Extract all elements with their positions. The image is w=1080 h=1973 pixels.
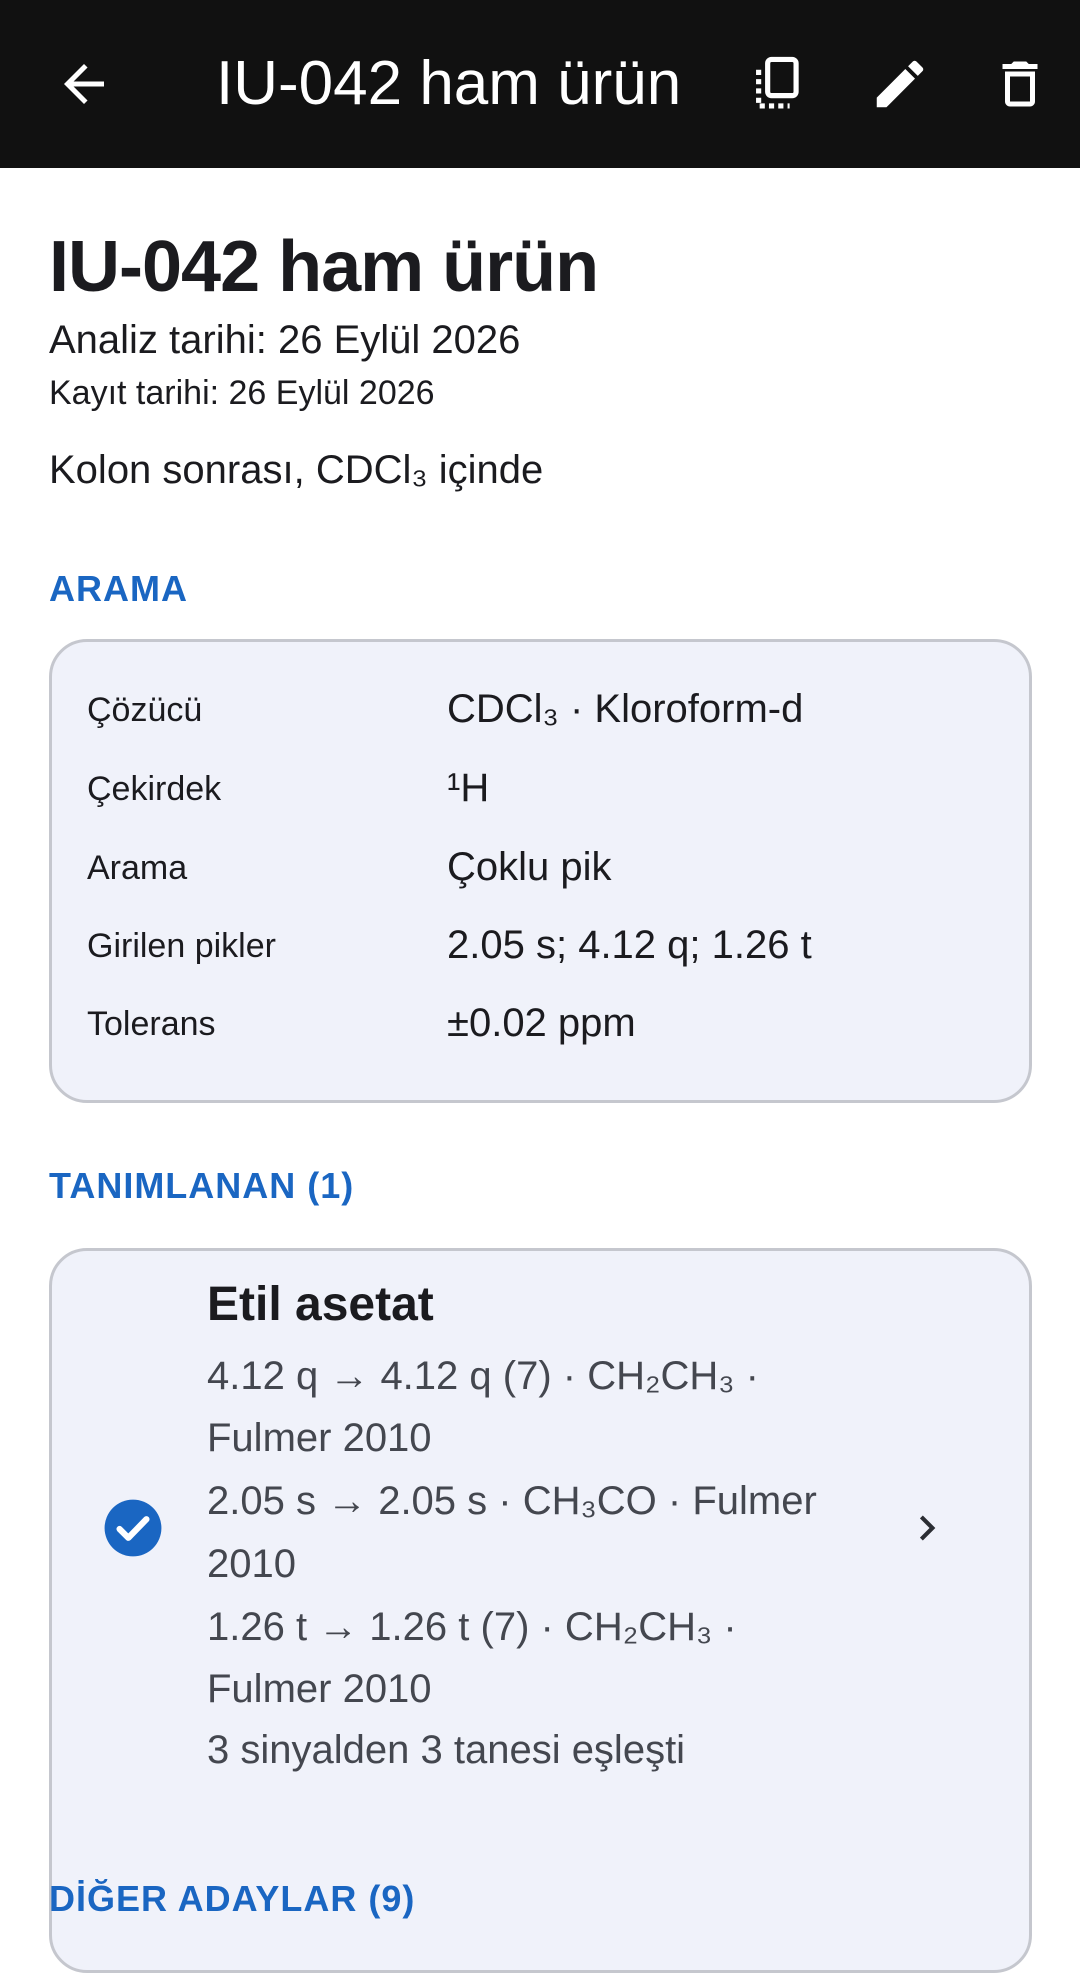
app-bar-title: IU-042 ham ürün — [216, 49, 682, 118]
param-row-search-type — [87, 845, 987, 905]
param-key: Arama — [87, 849, 188, 887]
param-row-solvent — [87, 687, 987, 747]
match-line: 2010 — [207, 1542, 296, 1586]
param-row-tolerance — [87, 1001, 987, 1061]
param-value: 2.05 s; 4.12 q; 1.26 t — [447, 923, 812, 967]
param-key: Tolerans — [87, 1005, 216, 1043]
app-bar — [0, 0, 1080, 168]
section-label-identified: TANIMLANAN (1) — [49, 1165, 355, 1206]
identified-result-card[interactable] — [49, 1248, 1032, 1973]
match-line: 4.12 q → 4.12 q (7) · CH₂CH₃ · — [207, 1354, 759, 1398]
match-line: 1.26 t → 1.26 t (7) · CH₂CH₃ · — [207, 1605, 737, 1649]
chevron-right-icon[interactable] — [902, 1503, 952, 1553]
param-row-peaks — [87, 923, 987, 983]
section-label-search: ARAMA — [49, 568, 188, 609]
edit-icon — [869, 53, 931, 115]
param-key: Çekirdek — [87, 770, 222, 808]
arrow-back-icon — [54, 54, 114, 114]
param-value: ¹H — [447, 766, 490, 810]
param-value: ±0.02 ppm — [447, 1001, 636, 1045]
delete-icon — [990, 54, 1050, 114]
match-summary: 3 sinyalden 3 tanesi eşleşti — [207, 1728, 686, 1772]
match-line: 2.05 s → 2.05 s · CH₃CO · Fulmer — [207, 1479, 817, 1523]
back-button[interactable] — [44, 44, 124, 124]
param-value: Çoklu pik — [447, 845, 612, 889]
compound-name: Etil asetat — [207, 1278, 434, 1331]
match-line: Fulmer 2010 — [207, 1416, 432, 1460]
search-params-card — [49, 639, 1032, 1103]
copy-button[interactable] — [738, 44, 818, 124]
section-label-other-candidates: DİĞER ADAYLAR (9) — [49, 1878, 416, 1919]
delete-button[interactable] — [980, 44, 1060, 124]
sample-note: Kolon sonrası, CDCl₃ içinde — [49, 448, 544, 492]
param-row-nucleus — [87, 766, 987, 826]
analysis-date: Analiz tarihi: 26 Eylül 2026 — [49, 318, 521, 362]
param-key: Girilen pikler — [87, 927, 276, 965]
param-value: CDCl₃ · Kloroform-d — [447, 687, 804, 731]
param-key: Çözücü — [87, 691, 203, 729]
edit-button[interactable] — [860, 44, 940, 124]
record-date: Kayıt tarihi: 26 Eylül 2026 — [49, 374, 435, 412]
match-line: Fulmer 2010 — [207, 1667, 432, 1711]
copy-icon — [747, 53, 809, 115]
page-title: IU-042 ham ürün — [49, 227, 599, 307]
check-circle-icon — [102, 1497, 164, 1559]
